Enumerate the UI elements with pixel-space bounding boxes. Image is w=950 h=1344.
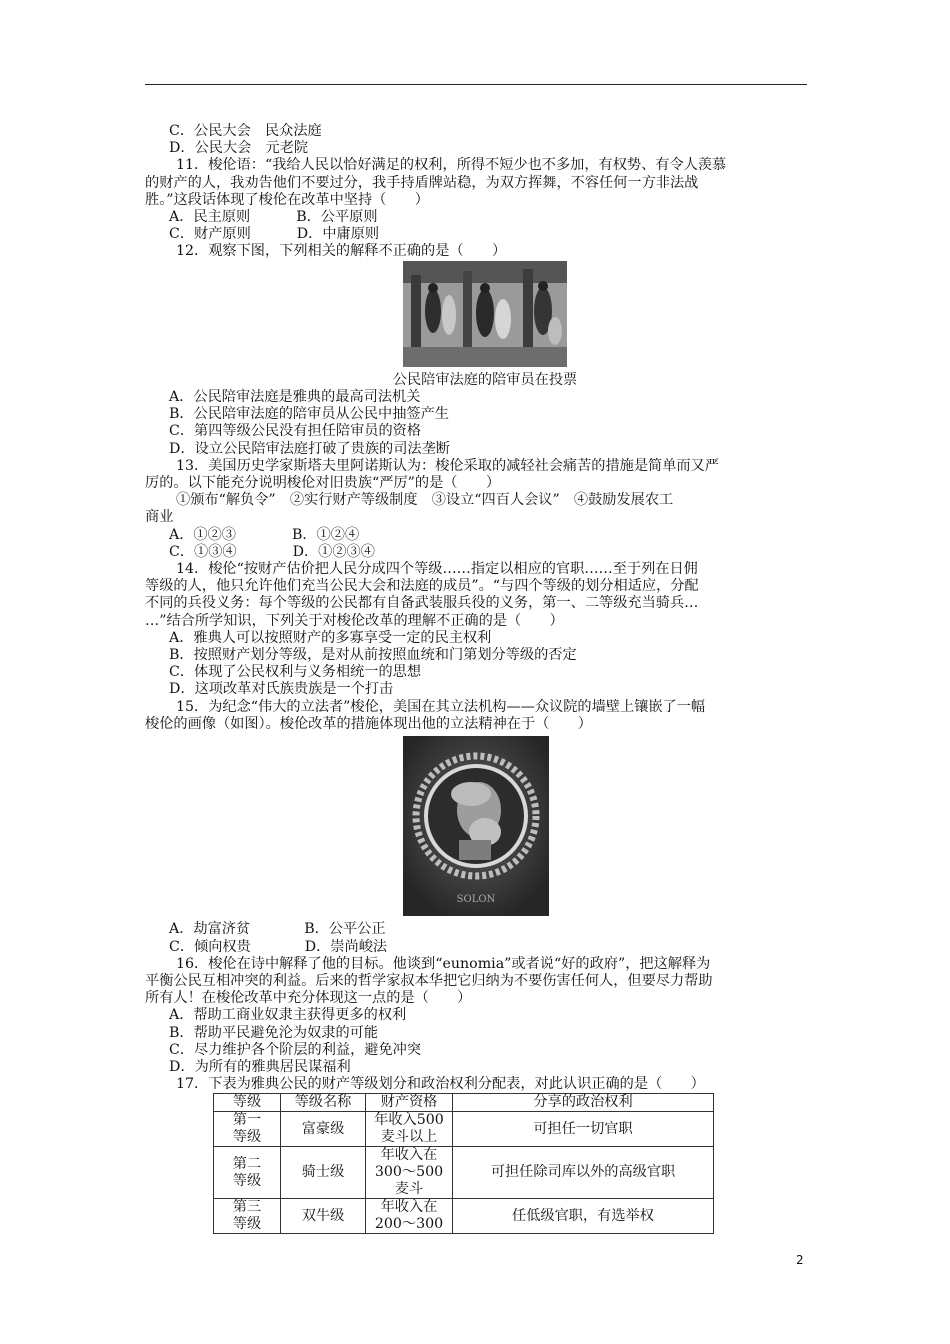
q16-option-b: B．帮助平民避免沦为奴隶的可能: [169, 1024, 379, 1041]
solon-portrait-image: [403, 736, 549, 916]
q13-option-a: A．①②③: [169, 526, 236, 543]
q11-options-cd: [145, 226, 807, 243]
q14-stem-4: …”结合所学知识，下列关于对梭伦改革的理解不正确的是（ ）: [145, 612, 564, 629]
table-header: 分享的政治权利: [453, 1094, 714, 1112]
q14-stem-1: 14．梭伦“按财产估价把人民分成四个等级……指定以相应的官职……至于列在日佣: [176, 561, 698, 578]
q14-stem-2: 等级的人，他只允许他们充当公民大会和法庭的成员”。“与四个等级的划分相适应，分配: [145, 578, 699, 595]
q12-option-d: D．设立公民陪审法庭打破了贵族的司法垄断: [169, 440, 450, 457]
table-header: 等级名称: [281, 1094, 366, 1112]
q11-option-a: A．民主原则: [169, 209, 251, 226]
q13-option-c: C．①③④: [169, 543, 237, 560]
q15-option-b: B．公平公正: [304, 921, 386, 938]
q13-stem-2: 厉的。以下能充分说明梭伦对旧贵族“严厉”的是（ ）: [145, 475, 501, 492]
q11-option-d: D．中庸原则: [296, 226, 380, 243]
q16-stem-2: 平衡公民互相冲突的利益。后来的哲学家叔本华把它归纳为不要伤害任何人，但要尽力帮助: [145, 972, 713, 989]
property-class-table: [213, 1093, 714, 1234]
header-rule: [145, 84, 807, 85]
q13-option-b: B．①②④: [292, 526, 360, 543]
q12-figure: [145, 261, 807, 372]
table-header-row: [214, 1094, 714, 1112]
q13-option-d: D．①②③④: [292, 543, 375, 560]
q13-items-1: ①颁布“解负令” ②实行财产等级制度 ③设立“四百人会议” ④鼓励发展农工: [176, 492, 674, 509]
table-cell: 年收入在 200～300: [366, 1199, 453, 1234]
q12-figure-caption: 公民陪审法庭的陪审员在投票: [392, 371, 578, 388]
table-cell: 双牛级: [281, 1199, 366, 1234]
q10-option-c: C．公民大会 民众法庭: [169, 123, 322, 139]
q14-option-c: C．体现了公民权利与义务相统一的思想: [169, 664, 422, 681]
solon-inscription: SOLON: [456, 894, 496, 906]
q11-stem-1: 11．梭伦语：“我给人民以恰好满足的权利，所得不短少也不多加，有权势、有令人羡慕: [176, 157, 727, 174]
q12-option-c: C．第四等级公民没有担任陪审员的资格: [169, 423, 422, 440]
page-number: 2: [796, 1253, 804, 1267]
q14-stem-3: 不同的兵役义务：每个等级的公民都有自备武装服兵役的义务，第一、二等级充当骑兵…: [145, 595, 699, 612]
table-cell: 富豪级: [281, 1112, 366, 1147]
table-cell: 可担任除司库以外的高级官职: [453, 1147, 714, 1199]
q15-options-cd: [145, 939, 807, 956]
exam-page: [145, 123, 807, 1234]
q11-option-b: B．公平原则: [296, 209, 378, 226]
table-cell: 第一 等级: [214, 1112, 281, 1147]
q12-stem: 12．观察下图，下列相关的解释不正确的是（ ）: [176, 243, 507, 260]
q15-figure: [145, 733, 807, 921]
table-header: 财产资格: [366, 1094, 453, 1112]
q16-stem-1: 16．梭伦在诗中解释了他的目标。他谈到“eunomia”或者说“好的政府”，把这解释为: [176, 955, 711, 972]
q15-options-ab: [145, 921, 807, 938]
table-cell: 第三 等级: [214, 1199, 281, 1234]
jury-voting-image: [403, 261, 567, 367]
q16-option-a: A．帮助工商业奴隶主获得更多的权利: [169, 1007, 407, 1024]
table-header: 等级: [214, 1094, 281, 1112]
q11-stem-3: 胜。”这段话体现了梭伦在改革中坚持（ ）: [145, 191, 429, 208]
q15-option-d: D．崇尚峻法: [304, 938, 388, 955]
q16-stem-3: 所有人！在梭伦改革中充分体现这一点的是（ ）: [145, 990, 472, 1007]
q14-option-b: B．按照财产划分等级，是对从前按照血统和门第划分等级的否定: [169, 647, 577, 664]
table-cell: 骑士级: [281, 1147, 366, 1199]
q10-option-d: D．公民大会 元老院: [169, 140, 309, 157]
table-row: [214, 1147, 714, 1199]
q15-stem-1: 15．为纪念“伟大的立法者”梭伦，美国在其立法机构——众议院的墙壁上镶嵌了一幅: [176, 698, 706, 715]
table-cell: 可担任一切官职: [453, 1112, 714, 1147]
table-row: [214, 1199, 714, 1234]
table-cell: 年收入在 300～500 麦斗: [366, 1147, 453, 1199]
q13-options-ab: [145, 527, 807, 544]
q13-options-cd: [145, 544, 807, 561]
q15-option-c: C．倾向权贵: [169, 938, 251, 955]
q11-option-c: C．财产原则: [169, 226, 251, 243]
q14-option-a: A．雅典人可以按照财产的多寡享受一定的民主权利: [169, 629, 492, 646]
q15-stem-2: 梭伦的画像（如图）。梭伦改革的措施体现出他的立法精神在于（ ）: [145, 715, 592, 732]
q13-items-2: 商业: [145, 509, 174, 526]
q12-option-b: B．公民陪审法庭的陪审员从公民中抽签产生: [169, 406, 449, 423]
q17-stem: 17．下表为雅典公民的财产等级划分和政治权利分配表，对此认识正确的是（ ）: [176, 1076, 705, 1093]
table-row: [214, 1112, 714, 1147]
table-cell: 任低级官职，有选举权: [453, 1199, 714, 1234]
q15-option-a: A．劫富济贫: [169, 921, 251, 938]
q16-option-d: D．为所有的雅典居民谋福利: [169, 1058, 351, 1075]
q13-stem-1: 13．美国历史学家斯塔夫里阿诺斯认为：梭伦采取的减轻社会痛苦的措施是简单而又严: [176, 457, 719, 474]
q12-option-a: A．公民陪审法庭是雅典的最高司法机关: [169, 389, 421, 406]
q11-stem-2: 的财产的人，我劝告他们不要过分，我手持盾牌站稳，为双方挥舞，不容任何一方非法战: [145, 174, 699, 191]
q16-option-c: C．尽力维护各个阶层的利益，避免冲突: [169, 1041, 422, 1058]
q14-option-d: D．这项改革对氏族贵族是一个打击: [169, 681, 394, 698]
table-cell: 年收入500 麦斗以上: [366, 1112, 453, 1147]
table-cell: 第二 等级: [214, 1147, 281, 1199]
q11-options-ab: [145, 209, 807, 226]
